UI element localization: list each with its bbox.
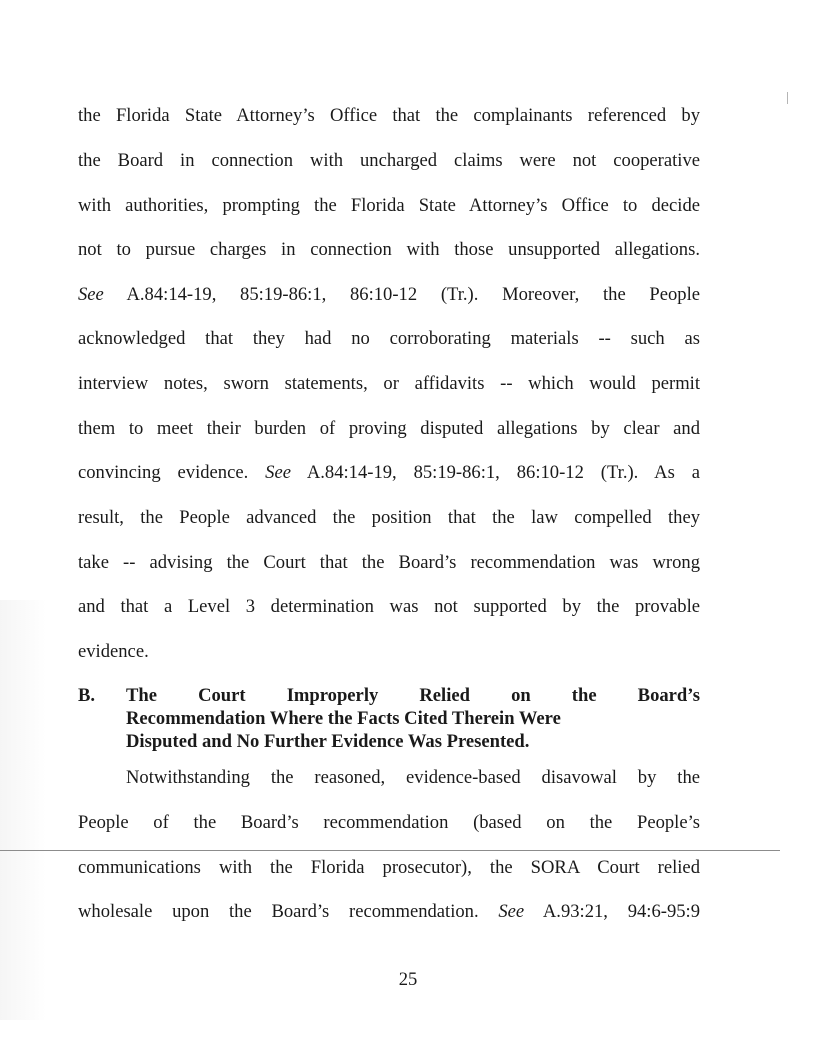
body-line-6: acknowledged that they had no corroborating materials -- such as bbox=[78, 328, 700, 349]
body-text: convincing evidence. bbox=[78, 462, 266, 483]
page-number: 25 bbox=[398, 969, 418, 990]
body-line-7: interview notes, sworn statements, or affidavits -- which would permit bbox=[78, 373, 700, 394]
citation-text: A.84:14-19, 85:19-86:1, 86:10-12 (Tr.). Moreover, the People bbox=[103, 284, 700, 305]
section-heading-line-1: The Court Improperly Relied on the Board’s bbox=[126, 685, 700, 706]
section-heading-line-3: Disputed and No Further Evidence Was Presented. bbox=[126, 731, 530, 752]
body-line-10: result, the People advanced the position that the law compelled they bbox=[78, 507, 700, 528]
body-line-2: the Board in connection with uncharged claims were not cooperative bbox=[78, 150, 700, 171]
body-line-11: take -- advising the Court that the Board’s recommendation was wrong bbox=[78, 552, 700, 573]
body-line-8: them to meet their burden of proving disputed allegations by clear and bbox=[78, 418, 700, 439]
citation-signal: See bbox=[498, 901, 525, 922]
section-line-1: Notwithstanding the reasoned, evidence-based disavowal by the bbox=[126, 767, 700, 788]
citation-text: A.84:14-19, 85:19-86:1, 86:10-12 (Tr.). As a bbox=[290, 462, 700, 483]
body-line-4: not to pursue charges in connection with those unsupported allegations. bbox=[78, 239, 700, 260]
citation-signal: See bbox=[265, 462, 291, 483]
scan-margin-shadow bbox=[0, 600, 46, 1020]
citation-signal: See bbox=[78, 284, 104, 305]
section-heading-line-2: Recommendation Where the Facts Cited Therein Were bbox=[126, 708, 561, 729]
body-line-5 bbox=[78, 284, 700, 306]
body-line-13: evidence. bbox=[78, 641, 149, 662]
section-line-4 bbox=[78, 901, 700, 923]
body-line-9 bbox=[78, 462, 700, 484]
scan-horizontal-rule bbox=[0, 850, 780, 851]
body-text: wholesale upon the Board’s recommendation. bbox=[78, 901, 499, 922]
scan-margin-mark bbox=[787, 92, 788, 104]
body-line-3: with authorities, prompting the Florida State Attorney’s Office to decide bbox=[78, 195, 700, 216]
section-letter: B. bbox=[78, 685, 96, 706]
section-line-3: communications with the Florida prosecutor), the SORA Court relied bbox=[78, 857, 700, 878]
body-line-1: the Florida State Attorney’s Office that the complainants referenced by bbox=[78, 105, 700, 126]
section-line-2: People of the Board’s recommendation (based on the People’s bbox=[78, 812, 700, 833]
citation-text: A.93:21, 94:6-95:9 bbox=[524, 901, 700, 922]
body-line-12: and that a Level 3 determination was not supported by the provable bbox=[78, 596, 700, 617]
